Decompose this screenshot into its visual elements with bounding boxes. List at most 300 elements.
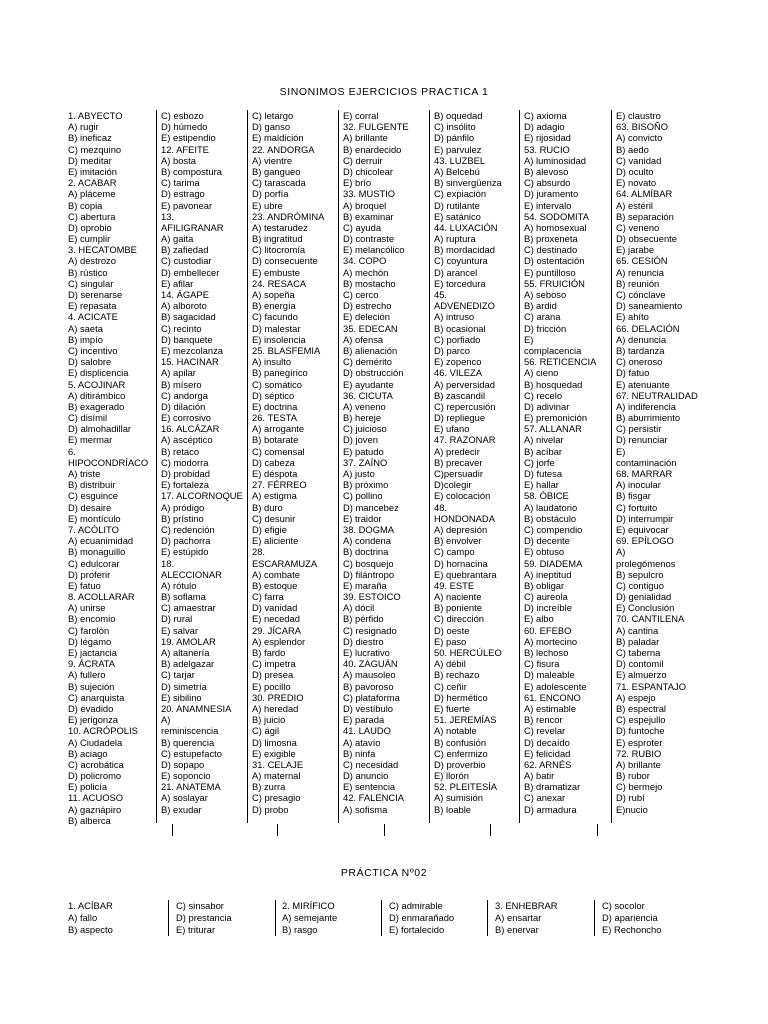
option-line: A) sopeña (252, 289, 295, 300)
question-heading: 58. ÓBICE (524, 490, 569, 502)
option-line: D) meditar (68, 154, 112, 166)
option-line: D) ganso (252, 121, 291, 133)
option-line: E) patudo (343, 445, 384, 457)
option-line: B) rasgo (282, 923, 318, 935)
option-line: E) premonición (524, 412, 588, 424)
option-line: E) pocillo (252, 680, 291, 692)
option-line: D) rubí (616, 792, 645, 804)
option-line: B) aedo (616, 143, 649, 155)
option-line: D) rural (161, 613, 193, 625)
option-line: E) obtuso (524, 546, 565, 558)
option-line: B) dramatizar (524, 781, 581, 793)
option-line: B) poniente (434, 602, 482, 614)
option-line: E) equivocar (616, 523, 669, 535)
option-line: E) (616, 445, 626, 457)
question-heading: 38. DOGMA (343, 523, 395, 535)
option-line: E) corral (343, 110, 379, 121)
option-line: C) persistir (616, 423, 662, 435)
option-line: B) sepulcro (616, 568, 664, 580)
option-line: A) nivelar (524, 434, 564, 446)
option-line: B) espectral (616, 702, 667, 714)
option-line: E) atenuante (616, 378, 670, 390)
option-line: C) modorra (161, 456, 209, 468)
option-line: C)persuadir (434, 468, 483, 479)
option-line: E) rijosidad (524, 132, 571, 144)
column-divider (519, 110, 520, 823)
option-line: E) afilar (161, 277, 194, 289)
option-line: A) altanería (161, 647, 210, 658)
option-line: D) simetría (161, 680, 207, 692)
option-line: A) unirse (68, 602, 106, 614)
option-line: C) insólito (434, 121, 476, 133)
option-line: D) parco (434, 344, 470, 356)
option-line: B) sinvergüenza (434, 177, 502, 189)
option-line: E) mermar (68, 434, 113, 446)
question-heading: 20. ANAMNESIA (161, 702, 232, 714)
option-line: E) (524, 333, 534, 345)
option-line: E) imitación (68, 165, 117, 177)
option-line: D) prestancia (176, 911, 232, 923)
option-line: B) pérfido (343, 613, 384, 625)
question-heading: 25. BLASFEMIA (252, 344, 321, 356)
option-line: C) amaestrar (161, 602, 216, 614)
option-line: C) taberna (616, 647, 661, 658)
option-line: C) esbozo (161, 110, 204, 121)
option-line: E) quebrantara (434, 568, 497, 580)
option-line: D) policromo (68, 770, 122, 782)
option-line: D) maleable (524, 669, 575, 681)
option-line: A) estéril (616, 199, 653, 211)
option-line: E) brío (343, 177, 372, 189)
option-line: E) pavonear (161, 199, 213, 211)
option-line: A) pródigo (161, 501, 205, 513)
option-line: C) expiación (434, 188, 487, 200)
question-heading: 24. RESACA (252, 277, 307, 289)
option-line: B) panegírico (252, 367, 308, 379)
option-line: E) aliciente (252, 535, 299, 547)
column-divider (156, 110, 157, 823)
option-line: D) renunciar (616, 434, 668, 446)
option-line: D) interrumpir (616, 512, 674, 524)
option-line: A) fullero (68, 669, 106, 681)
option-line: A) intruso (434, 311, 475, 323)
option-line: D) mancebez (343, 501, 399, 513)
option-line: E) doctrina (252, 400, 298, 412)
option-line: C) comensal (252, 445, 305, 457)
option-line: B) obstáculo (524, 512, 577, 524)
option-line: B) botarate (252, 434, 299, 446)
option-line: C) edulcorar (68, 557, 120, 569)
option-line: C) incentivo (68, 344, 118, 356)
option-line: D) joven (343, 434, 378, 446)
question-heading: 71. ESPANTAJO (616, 680, 686, 692)
option-line: E) estúpido (161, 546, 209, 558)
option-line: E) paso (434, 635, 467, 647)
option-line: E) embuste (252, 266, 300, 278)
option-line: B) soflama (161, 591, 206, 603)
option-line: D) limosna (252, 736, 297, 748)
option-line: D) obstrucción (343, 367, 404, 379)
practice-2-column-1 (68, 900, 113, 935)
option-line: C) enfermizo (434, 747, 488, 759)
practice-2-column-5 (495, 900, 558, 935)
option-line: A) (616, 546, 626, 558)
option-line: D) probidad (161, 468, 210, 479)
option-line: D) vanidad (252, 602, 298, 614)
option-line: D) malestar (252, 322, 301, 334)
option-line: A) mechón (343, 266, 389, 278)
question-heading: 41. LAUDO (343, 725, 391, 737)
option-line: A) sumisión (434, 792, 483, 804)
option-line: B) compostura (161, 165, 222, 177)
option-line: C) farolón (68, 624, 110, 636)
option-line: C) compendio (524, 523, 583, 535)
option-line: C) pollino (343, 490, 383, 502)
column-divider (275, 900, 276, 936)
option-line: A) condena (343, 535, 391, 547)
option-line: B) mísero (161, 378, 202, 390)
option-line: D) enmarañado (389, 911, 455, 923)
option-line: E) Conclusión (616, 602, 675, 614)
option-line: E) montículo (68, 512, 121, 524)
option-line: A) inocular (616, 479, 661, 491)
question-heading: 2. MIRÍFICO (282, 900, 335, 911)
option-line: D) obsecuente (616, 233, 677, 245)
option-line: B) zurra (252, 781, 286, 793)
option-line: A) Ciudadela (68, 736, 123, 748)
option-line: HIPOCONDRÍACO (68, 456, 149, 468)
option-line: C) fortuito (616, 501, 658, 513)
option-line: D) estrecho (343, 300, 392, 312)
option-line: C) veneno (616, 221, 660, 233)
option-line: A) bosta (161, 154, 196, 166)
question-heading: 12. AFEITE (161, 143, 209, 155)
question-heading: 50. HERCÚLEO (434, 647, 502, 658)
column-4 (343, 110, 427, 815)
option-line: A) justo (343, 468, 375, 479)
option-line: D) increíble (524, 602, 572, 614)
option-line: C) recelo (524, 389, 563, 401)
option-line: B) alienación (343, 344, 398, 356)
option-line: C) axioma (524, 110, 567, 121)
option-line: contaminación (616, 456, 677, 468)
question-heading: 29. JÍCARA (252, 624, 301, 636)
option-line: D) efigie (252, 523, 287, 535)
question-heading: 62. ARNÉS (524, 758, 572, 770)
option-line: B) ninfa (343, 747, 376, 759)
question-heading: 19. AMOLAR (161, 635, 216, 647)
option-line: E) hallar (524, 479, 559, 491)
question-heading: 63. BISOÑO (616, 121, 669, 133)
question-heading: 48. (434, 501, 448, 513)
option-line: B) enervar (495, 923, 539, 935)
question-heading: 32. FULGENTE (343, 121, 409, 133)
option-line: D) banquete (161, 333, 213, 345)
option-line: B) proxeneta (524, 233, 578, 245)
option-line: A) rótulo (161, 579, 197, 591)
option-line: E) salvar (161, 624, 198, 636)
column-6 (524, 110, 606, 815)
option-line: E) ubre (252, 199, 283, 211)
option-line: D) arancel (434, 266, 478, 278)
question-heading: 47. RAZONAR (434, 434, 496, 446)
option-line: C) bermejo (616, 781, 663, 793)
option-line: B) impío (68, 333, 103, 345)
option-line: C) cónclave (616, 289, 666, 300)
option-line: B) alevoso (524, 165, 569, 177)
option-line: C) facundo (252, 311, 298, 323)
option-line: A) triste (68, 468, 101, 479)
option-line: D) consecuente (252, 255, 318, 267)
option-line: B) examinar (343, 210, 394, 222)
option-line: B) ingratitud (252, 233, 303, 245)
question-heading: 54. SODOMITA (524, 210, 589, 222)
option-line: E) zopenco (434, 356, 482, 368)
option-line: D) embellecer (161, 266, 220, 278)
option-line: B) fardo (252, 647, 286, 658)
option-line: B) mordacidad (434, 244, 495, 256)
option-line: D) repliegue (434, 412, 486, 424)
option-line: A) naciente (434, 591, 482, 603)
question-heading: 33. MUSTIO (343, 188, 396, 200)
option-line: B) aciago (68, 747, 108, 759)
option-line: B) próximo (343, 479, 389, 491)
question-heading: 53. RUCIO (524, 143, 570, 155)
option-line: D) pachorra (161, 535, 211, 547)
option-line: C) admirable (389, 900, 443, 911)
option-line: A) maternal (252, 770, 301, 782)
option-line: A) ofensa (343, 333, 384, 345)
option-line: AFILIGRANAR (161, 221, 224, 233)
option-line: ALECCIONAR (161, 568, 222, 580)
option-line: A) combate (252, 568, 300, 580)
option-line: C) necesidad (343, 758, 399, 770)
option-line: B) estoque (252, 579, 298, 591)
option-line: reminiscencia (161, 725, 219, 737)
question-heading: 65. CESIÓN (616, 255, 668, 267)
option-line: A) ineptitud (524, 568, 572, 580)
option-line: A) Belcebú (434, 165, 480, 177)
practice-2-column-2 (176, 900, 232, 935)
option-line: E) maraña (343, 579, 387, 591)
option-line: C) espejullo (616, 714, 666, 726)
option-line: C) resignado (343, 624, 397, 636)
option-line: A) ensartar (495, 911, 542, 923)
option-line: D) filántropo (343, 568, 395, 580)
option-line: E) jactancia (68, 647, 117, 658)
option-line: D) légamo (68, 635, 112, 647)
question-heading: 23. ANDRÓMINA (252, 210, 325, 222)
question-heading: 61. ENCONO (524, 691, 581, 703)
option-line: B) distribuir (68, 479, 116, 491)
option-line: B) paladar (616, 635, 660, 647)
option-line: A) insulto (252, 356, 292, 368)
option-line: D) porfía (252, 188, 289, 200)
option-line: C) repercusión (434, 400, 496, 412)
question-heading: 1. ACÍBAR (68, 900, 113, 911)
option-line: D) decaído (524, 736, 570, 748)
option-line: E) corrosivo (161, 412, 212, 424)
option-line: E) déspota (252, 468, 298, 479)
question-heading: 59. DIADEMA (524, 557, 583, 569)
divider-tick (384, 824, 385, 836)
option-line: ADVENEDIZO (434, 300, 495, 312)
option-line: E) repasata (68, 300, 117, 312)
option-line: A) gaznápiro (68, 803, 122, 815)
option-line: D) vestíbulo (343, 702, 394, 714)
option-line: complacencia (524, 344, 582, 356)
option-line: C) tarascada (252, 177, 306, 189)
option-line: D) hermético (434, 691, 488, 703)
question-heading: 9. ÁCRATA (68, 658, 116, 670)
option-line: C) mezquino (68, 143, 122, 155)
column-divider (611, 110, 612, 823)
option-line: A) seboso (524, 289, 567, 300)
option-line: B) acíbar (524, 445, 563, 457)
option-line: A) (161, 714, 171, 726)
question-heading: 27. FÉRREO (252, 479, 307, 491)
option-line: A) convicto (616, 132, 663, 144)
option-line: E) necedad (252, 613, 300, 625)
option-line: D) cabeza (252, 456, 295, 468)
question-heading: 39. ESTOICO (343, 591, 401, 603)
option-line: C) ceñir (434, 680, 467, 692)
option-line: C) cerco (343, 289, 379, 300)
option-line: B) fisgar (616, 490, 651, 502)
option-line: E) albo (524, 613, 554, 625)
option-line: A) brillante (343, 132, 388, 144)
question-heading: 5. ACOJINAR (68, 378, 126, 390)
option-line: E) puntilloso (524, 266, 576, 278)
practice-2-column-3 (282, 900, 337, 935)
option-line: E) ayudante (343, 378, 394, 390)
option-line: C) absurdo (524, 177, 571, 189)
option-line: A) apilar (161, 367, 196, 379)
question-heading: 45. (434, 289, 448, 300)
option-line: D) adivinar (524, 400, 570, 412)
option-line: C) disímil (68, 412, 108, 424)
option-line: B) rubor (616, 770, 650, 782)
question-heading: 70. CANTILENA (616, 613, 685, 625)
option-line: B) confusión (434, 736, 487, 748)
question-heading: 40. ZAGUÁN (343, 658, 398, 670)
question-heading: 37. ZAÍNO (343, 456, 388, 468)
option-line: A) renuncia (616, 266, 664, 278)
option-line: A) ecuanimidad (68, 535, 134, 547)
option-line: D) evadido (68, 702, 114, 714)
option-line: A) luminosidad (524, 154, 587, 166)
divider-tick (597, 824, 598, 836)
option-line: E) claustro (616, 110, 661, 121)
option-line: D) sopapo (161, 758, 205, 770)
option-line: C) anarquista (68, 691, 125, 703)
question-heading: 68. MARRAR (616, 468, 673, 479)
option-line: A) depresión (434, 523, 488, 535)
divider-tick (172, 824, 173, 836)
option-line: C) socolor (602, 900, 645, 911)
option-line: C) campo (434, 546, 475, 558)
option-line: B) alberca (68, 814, 111, 826)
option-line: D) húmedo (161, 121, 208, 133)
option-line: D) decente (524, 535, 570, 547)
option-line: A) atavío (343, 736, 381, 748)
option-line: D) hornacina (434, 557, 488, 569)
option-line: D) estrago (161, 188, 205, 200)
option-line: C) contiguo (616, 579, 664, 591)
option-line: A) cantina (616, 624, 659, 636)
question-heading: 42. FALENCIA (343, 792, 404, 804)
option-line: E) intervalo (524, 199, 572, 211)
option-line: C) bosquejo (343, 557, 394, 569)
option-line: A) fallo (68, 911, 98, 923)
question-heading: 21. ANATEMA (161, 781, 221, 793)
question-heading: 60. EFEBO (524, 624, 572, 636)
page-title: SINONIMOS EJERCICIOS PRACTICA 1 (279, 86, 489, 98)
option-line: B) obligar (524, 579, 565, 591)
option-line: D)colegir (434, 479, 472, 491)
option-line: A) rugir (68, 121, 99, 133)
option-line: B) rústico (68, 266, 108, 278)
option-line: D) séptico (252, 389, 295, 401)
option-line: D) genialidad (616, 591, 672, 603)
question-heading: 31. CELAJE (252, 758, 304, 770)
option-line: E) melancólico (343, 244, 405, 256)
option-line: B) copia (68, 199, 103, 211)
option-line: C) acrobática (68, 758, 124, 770)
section-title-practice-2: PRÁCTICA Nº02 (340, 867, 428, 879)
option-line: A) destrozo (68, 255, 116, 267)
option-line: A) mortecino (524, 635, 578, 647)
option-line: C) recinto (161, 322, 202, 334)
option-line: C) esguince (68, 490, 119, 502)
option-line: A) notable (434, 725, 477, 737)
column-5 (434, 110, 518, 815)
option-line: D) proferir (68, 568, 111, 580)
question-heading: 49. ESTE (434, 579, 475, 591)
question-heading: 1. ABYECTO (68, 110, 123, 121)
option-line: D) armadura (524, 803, 577, 815)
option-line: B) zafiedad (161, 244, 209, 256)
question-heading: 46. VILEZA (434, 367, 482, 379)
option-line: B) separación (616, 210, 674, 222)
option-line: B) retaco (161, 445, 200, 457)
question-heading: 28. (252, 546, 266, 558)
option-line: A) pláceme (68, 188, 116, 200)
question-heading: 18. (161, 557, 175, 569)
question-heading: 57. ALLANAR (524, 423, 582, 435)
option-line: D) anuncio (343, 770, 389, 782)
option-line: B) adelgazar (161, 658, 215, 670)
question-heading: 64. ALMÍBAR (616, 188, 673, 200)
option-line: A) gaita (161, 233, 194, 245)
option-line: B) hosquedad (524, 378, 583, 390)
option-line: D) desaire (68, 501, 112, 513)
option-line: C) fisura (524, 658, 560, 670)
option-line: C) tarjar (161, 669, 195, 681)
question-heading: 4. ACICATE (68, 311, 118, 323)
question-heading: 6. (68, 445, 76, 457)
option-line: C) aureola (524, 591, 568, 603)
option-line: C) letargo (252, 110, 294, 121)
option-line: C) custodiar (161, 255, 212, 267)
option-line: D) rutilante (434, 199, 480, 211)
question-heading: 22. ANDORGA (252, 143, 315, 155)
option-line: B) monaguillo (68, 546, 126, 558)
option-line: C) anexar (524, 792, 566, 804)
option-line: E) exigible (252, 747, 296, 759)
option-line: A) veneno (343, 400, 386, 412)
question-heading: 69. EPÍLOGO (616, 535, 674, 547)
